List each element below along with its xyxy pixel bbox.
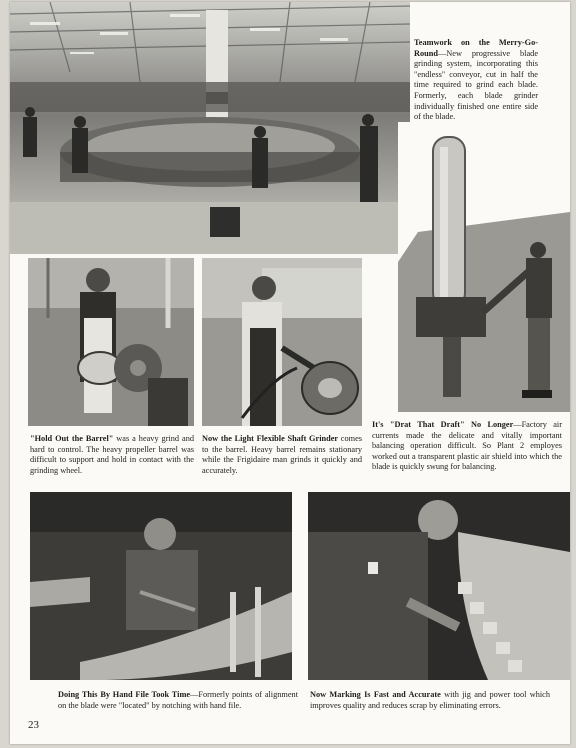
caption-title: Now the Light Flexible Shaft Grinder [202, 434, 339, 443]
flexible-shaft-photo [202, 258, 362, 426]
magazine-page [10, 2, 570, 744]
flexible-shaft-caption [202, 434, 362, 476]
hand-file-photo [30, 492, 292, 680]
drat-draft-caption [372, 420, 562, 473]
merry-go-round-photo [10, 2, 410, 254]
caption-title: It's "Drat That Draft" No Longer [372, 420, 514, 429]
page-number: 23 [28, 719, 39, 731]
caption-body: —Formerly points of alignment on the blade were "located" by notching with hand file. [58, 690, 298, 710]
caption-body: comes to the barrel. Heavy barrel remains stationary while the Frigidaire man grinds it quickly and accurately. [202, 434, 362, 475]
caption-body: —New progressive blade grinding system, incorporating this "endless" conveyor, cut in half the time required to grind each blade. Formerly, each blade grinder individually finished one entire side of the blade. [414, 48, 538, 122]
hold-barrel-caption [30, 434, 194, 476]
caption-body: was a heavy grind and hard to control. The heavy propeller barrel was difficult to support and hold in contact with the grinding wheel. [30, 434, 194, 475]
hold-barrel-photo [28, 258, 194, 426]
merry-go-round-caption [414, 38, 538, 123]
hand-file-caption [58, 690, 298, 711]
caption-title: Doing This By Hand File Took Time [58, 690, 191, 699]
caption-title: Now Marking Is Fast and Accurate [310, 690, 441, 699]
caption-title: Teamwork on the Merry-Go-Round [414, 38, 538, 58]
marking-jig-photo [308, 492, 570, 680]
balancing-photo [398, 122, 570, 412]
marking-caption [310, 690, 550, 711]
caption-body: —Factory air currents made the delicate and vitally important balancing operation difficult. So Plant 2 employes worked out a transparent plastic air shield into which the blade is quickly swung for balancing. [372, 420, 563, 472]
caption-body: with jig and power tool which improves quality and reduces scrap by eliminating errors. [310, 690, 550, 710]
caption-title: "Hold Out the Barrel" [30, 434, 114, 443]
